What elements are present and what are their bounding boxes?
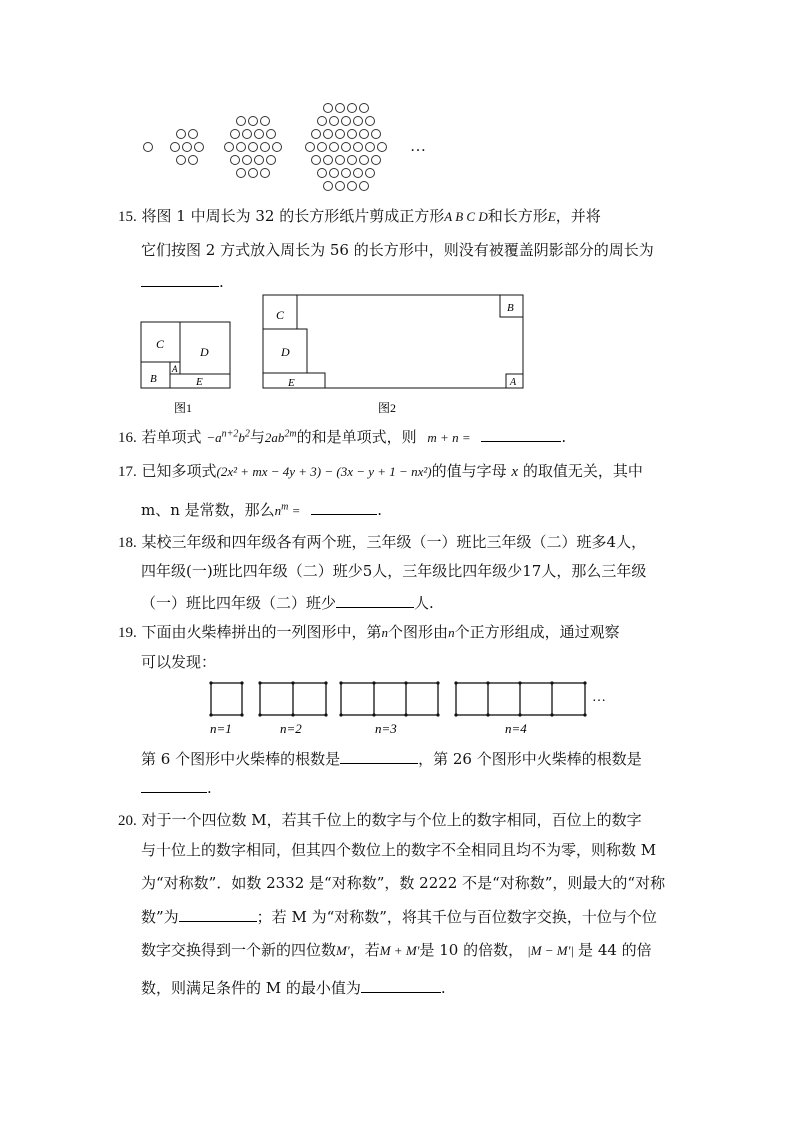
q15-figure-1 [138, 320, 238, 420]
q16-line: 16. 若单项式 $-a^{n+2}b^2$与$2ab^{2m}$的和是单项式，则 m + n = . [118, 425, 566, 448]
fig1-label-c: C [156, 337, 165, 351]
q18-line1: 18. 某校三年级和四年级各有两个班，三年级（一）班比三年级（二）班多4人， [118, 533, 647, 551]
fig2-label-b: B [507, 302, 514, 314]
q15-answer-blank[interactable] [141, 270, 219, 287]
q20-line4: 数”为 ；若 M 为“对称数”，将其千位与百位数字交换，十位与个位 [141, 905, 657, 927]
q20-line5: 数字交换得到一个新的四位数M′，若M + M′是 10 的倍数， |M − M′| 是 44 的倍 [141, 941, 652, 959]
q18-line2: 四年级(一)班比四年级（二）班少5人，三年级比四年级少17人，那么三年级 [141, 562, 647, 580]
q19-answer-blank-2[interactable] [141, 776, 207, 793]
q17-polynomial: (2x² + mx − 4y + 3) − (3x − y + 1 − nx²) [216, 464, 432, 479]
fig2-label-d: D [281, 345, 290, 359]
q19-line1: 19. 下面由火柴棒拼出的一列图形中，第n个图形由n个正方形组成，通过观察 [118, 623, 620, 641]
fig1-label-e: E [196, 376, 203, 388]
q15-line2: 它们按图 2 方式放入周长为 56 的长方形中，则没有被覆盖阴影部分的周长为 [141, 241, 654, 259]
q18-line3: （一）班比四年级（二）班少 人. [141, 591, 434, 613]
q20-line1: 20. 对于一个四位数 M，若其千位上的数字与个位上的数字相同，百位上的数字 [118, 811, 642, 829]
fig1-label-a: A [172, 364, 178, 374]
q19-line2: 可以发现： [141, 653, 217, 671]
fig1-label-b: B [150, 373, 157, 385]
matchstick-ellipsis: … [592, 690, 606, 705]
q15-number: 15. [118, 209, 137, 225]
fig1-caption: 图1 [174, 401, 193, 415]
dot-pattern-figure [130, 95, 450, 200]
dot [144, 143, 153, 152]
q17-answer-blank[interactable] [311, 498, 377, 515]
q18-answer-blank[interactable] [336, 591, 414, 608]
q17-line1: 17. 已知多项式(2x² + mx − 4y + 3) − (3x − y + 1 − nx²)的值与字母 x 的取值无关，其中 [118, 462, 643, 480]
q19-line3: 第 6 个图形中火柴棒的根数是 ，第 26 个图形中火柴棒的根数是 [141, 747, 642, 769]
fig2-caption: 图2 [378, 401, 397, 415]
matchstick-label-4: n=4 [505, 721, 527, 736]
q19-answer-blank-1[interactable] [340, 747, 418, 764]
q15-line3: . [141, 270, 224, 292]
q15-letters: A B C D [444, 209, 488, 224]
q19-line4: . [141, 776, 212, 798]
q17-line2: m、n 是常数，那么$n^m$ = . [141, 498, 382, 521]
matchstick-label-1: n=1 [210, 721, 232, 736]
fig2-label-c: C [276, 308, 285, 322]
matchstick-label-3: n=3 [375, 721, 397, 736]
matchstick-figure [200, 675, 620, 740]
dots-ellipsis: … [410, 138, 426, 155]
fig2-label-e: E [288, 377, 295, 389]
q20-answer-blank-1[interactable] [179, 905, 257, 922]
matchstick-label-2: n=2 [280, 721, 302, 736]
q20-line2: 与十位上的数字相同，但其四个数位上的数字不全相同且均不为零，则称数 M [141, 841, 657, 859]
q20-line6: 数，则满足条件的 M 的最小值为 . [141, 976, 446, 998]
q20-answer-blank-2[interactable] [361, 976, 441, 993]
fig1-label-d: D [200, 345, 209, 359]
q15-figure-2 [260, 292, 530, 417]
q16-answer-blank[interactable] [481, 425, 561, 442]
q20-line3: 为“对称数”．如数 2332 是“对称数”，数 2222 不是“对称数”，则最大的“对称 [141, 874, 666, 892]
q15-line1: 15. 将图 1 中周长为 32 的长方形纸片剪成正方形A B C D和长方形E，并将 [118, 207, 601, 225]
fig2-label-a: A [510, 377, 517, 388]
